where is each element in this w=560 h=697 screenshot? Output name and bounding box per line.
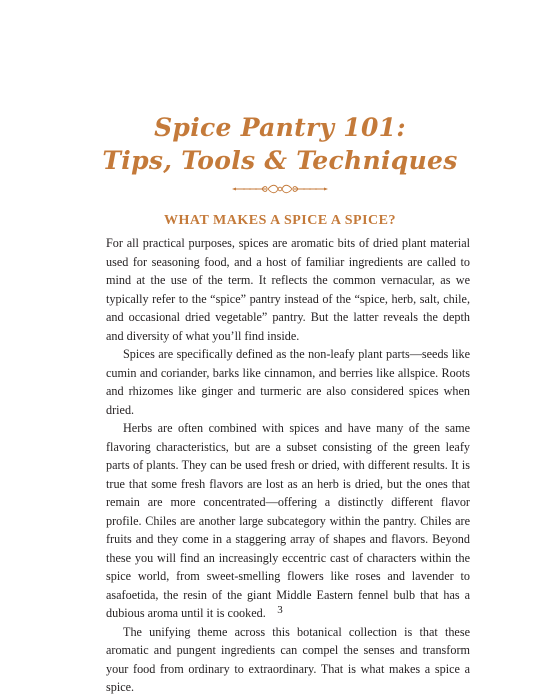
- paragraph-3: Herbs are often combined with spices and have many of the same flavoring characteristics, but are a subset consisting of the green leafy parts of plants. They can be used fresh or dried, with different results. It is true that some fresh flavors are lost as an herb is dried, but the ones that remain are more concentrated—offering a distinctly different flavor profile. Chiles are another large subcategory within the pantry. Chiles are fruits and they come in a staggering array of shapes and flavors. Beyond these you will find an increasingly eccentric cast of characters within the spice world, from sweet-smelling flowers like roses and lavender to asafoetida, the resin of the giant Middle Eastern fennel bulb that has a dubious aroma until it is cooked.: [106, 421, 470, 620]
- ornamental-flourish-divider-icon: [232, 182, 328, 196]
- section-heading: WHAT MAKES A SPICE A SPICE?: [164, 213, 396, 228]
- chapter-title-line-1: Spice Pantry 101:: [154, 113, 406, 142]
- page-number: 3: [277, 604, 283, 616]
- paragraph-4: The unifying theme across this botanical collection is that these aromatic and pungent ingredients can compel the senses and transform your food from ordinary to extraordinary. That is what makes a spice a spice.: [106, 624, 470, 694]
- chapter-title-line-2: Tips, Tools & Techniques: [102, 146, 458, 175]
- paragraph-2: Spices are specifically defined as the non-leafy plant parts—seeds like cumin and coriander, barks like cinnamon, and berries like allspice. Roots and rhizomes like ginger and turmeric are also considered spices when dried.: [106, 347, 470, 417]
- body-text: [106, 234, 470, 697]
- paragraph-1: For all practical purposes, spices are aromatic bits of dried plant material used for seasoning food, and a host of familiar ingredients are called to mind at the use of the term. It reflects the common vernacular, as we typically refer to the “spice” pantry instead of the “spice, herb, salt, chile, and occasional dried vegetable” pantry. But the latter reveals the depth and diversity of what you’ll find inside.: [106, 236, 470, 343]
